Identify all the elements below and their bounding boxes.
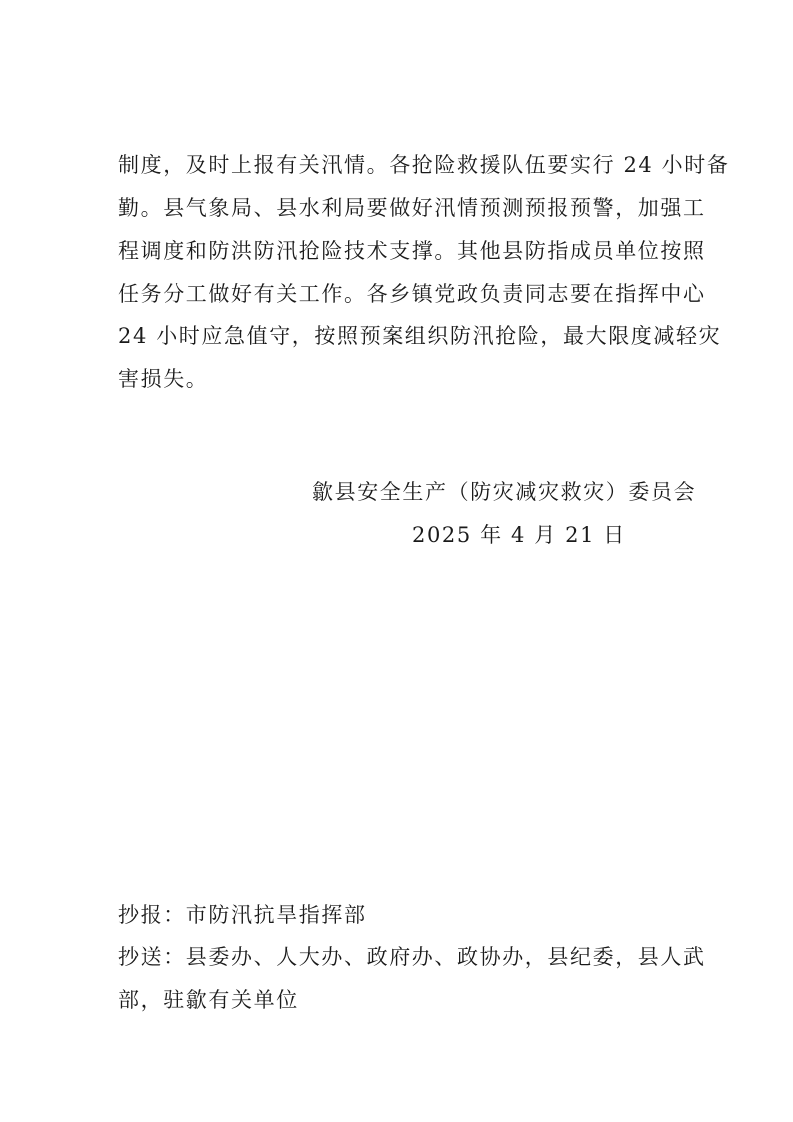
- report-to-line: 抄报：市防汛抗旱指挥部: [118, 903, 367, 927]
- issue-date: 2025 年 4 月 21 日: [412, 523, 626, 547]
- body-line-3: 程调度和防洪防汛抢险技术支撑。其他县防指成员单位按照: [118, 239, 706, 263]
- copy-to-line-2: 部，驻歙有关单位: [118, 988, 299, 1012]
- body-line-5: 24 小时应急值守，按照预案组织防汛抢险，最大限度减轻灾: [118, 324, 722, 348]
- copy-to-line-1: 抄送：县委办、人大办、政府办、政协办，县纪委，县人武: [118, 945, 706, 969]
- body-line-2: 勤。县气象局、县水利局要做好汛情预测预报预警，加强工: [118, 196, 706, 220]
- body-line-6: 害损失。: [118, 367, 209, 391]
- issuing-organization: 歙县安全生产（防灾减灾救灾）委员会: [312, 480, 697, 504]
- body-line-1: 制度，及时上报有关汛情。各抢险救援队伍要实行 24 小时备: [118, 153, 730, 177]
- body-line-4: 任务分工做好有关工作。各乡镇党政负责同志要在指挥中心: [118, 282, 706, 306]
